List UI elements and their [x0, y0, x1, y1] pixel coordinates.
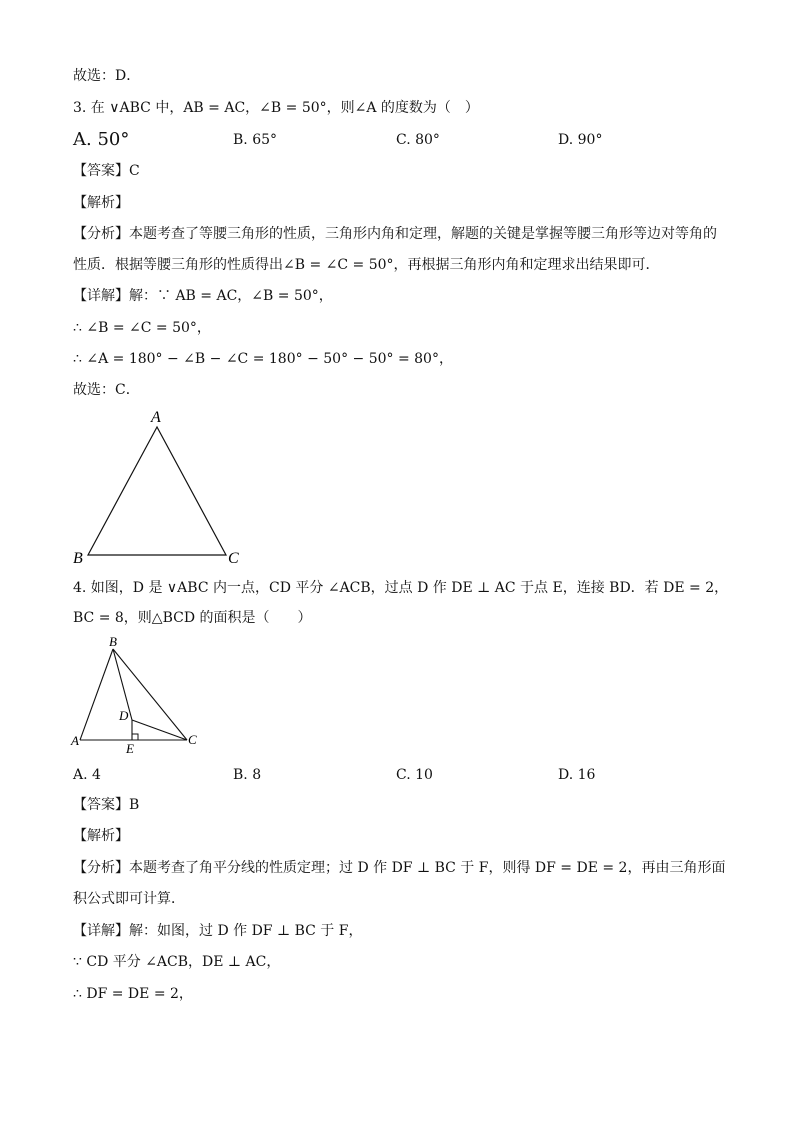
question-3-option-d: D. 90°: [558, 132, 603, 148]
question-4-analysis-heading: 【解析】: [73, 828, 129, 844]
question-4-option-d: D. 16: [558, 767, 596, 783]
question-3-detail-line-4: 故选：C．: [73, 382, 140, 398]
question-4-analysis-line-1: 【分析】本题考查了角平分线的性质定理；过 D 作 DF ⊥ BC 于 F，则得 DF = DE = 2，再由三角形面: [73, 860, 726, 876]
vertex-label-b: B: [73, 550, 83, 567]
triangle-bcd-figure: [65, 632, 215, 757]
question-3-detail-line-1: 【详解】解：∵ AB = AC，∠B = 50°，: [73, 288, 333, 304]
question-3-option-b: B. 65°: [233, 132, 278, 148]
question-3-analysis-line-2: 性质．根据等腰三角形的性质得出∠B = ∠C = 50°，再根据三角形内角和定理求出结果即可．: [73, 257, 660, 273]
vertex-label-b: B: [109, 634, 117, 649]
vertex-label-a: A: [151, 409, 161, 426]
vertex-label-c: C: [188, 732, 197, 747]
question-4-answer: 【答案】B: [73, 797, 140, 813]
question-4-option-c: C. 10: [396, 767, 433, 783]
question-3-analysis-heading: 【解析】: [73, 195, 129, 211]
vertex-label-e: E: [126, 741, 134, 756]
vertex-label-a: A: [71, 733, 79, 748]
question-4-detail-line-3: ∴ DF = DE = 2，: [73, 986, 193, 1002]
segment-ab: [80, 649, 113, 740]
question-3-detail-line-3: ∴ ∠A = 180° − ∠B − ∠C = 180° − 50° − 50° = 80°，: [73, 351, 453, 367]
vertex-label-c: C: [228, 550, 239, 567]
question-3-detail-line-2: ∴ ∠B = ∠C = 50°，: [73, 320, 211, 336]
triangle-abc-figure: [60, 405, 260, 570]
question-4-detail-line-2: ∵ CD 平分 ∠ACB，DE ⊥ AC，: [73, 954, 281, 970]
question-4-option-b: B. 8: [233, 767, 262, 783]
question-4-detail-line-1: 【详解】解：如图，过 D 作 DF ⊥ BC 于 F，: [73, 923, 363, 939]
triangle-abc-shape: [88, 427, 226, 555]
question-4-stem-line-2: BC = 8，则△BCD 的面积是（ ）: [73, 610, 312, 626]
question-4-analysis-line-2: 积公式即可计算．: [73, 891, 185, 907]
question-3-option-a: A. 50°: [73, 129, 130, 150]
question-3-analysis-line-1: 【分析】本题考查了等腰三角形的性质，三角形内角和定理，解题的关键是掌握等腰三角形等边对等角的: [73, 226, 717, 242]
question-3-option-c: C. 80°: [396, 132, 440, 148]
right-angle-mark: [132, 734, 138, 740]
question-4-option-a: A. 4: [73, 767, 101, 783]
question-4-stem-line-1: 4. 如图，D 是 ∨ABC 内一点，CD 平分 ∠ACB，过点 D 作 DE ⊥ AC 于点 E，连接 BD．若 DE = 2，: [73, 580, 729, 596]
line-answer-choice-prev: 故选：D．: [73, 68, 141, 84]
vertex-label-d: D: [119, 708, 129, 723]
question-3-stem: 3. 在 ∨ABC 中，AB = AC，∠B = 50°，则∠A 的度数为（ ）: [73, 100, 479, 116]
question-3-answer: 【答案】C: [73, 163, 140, 179]
